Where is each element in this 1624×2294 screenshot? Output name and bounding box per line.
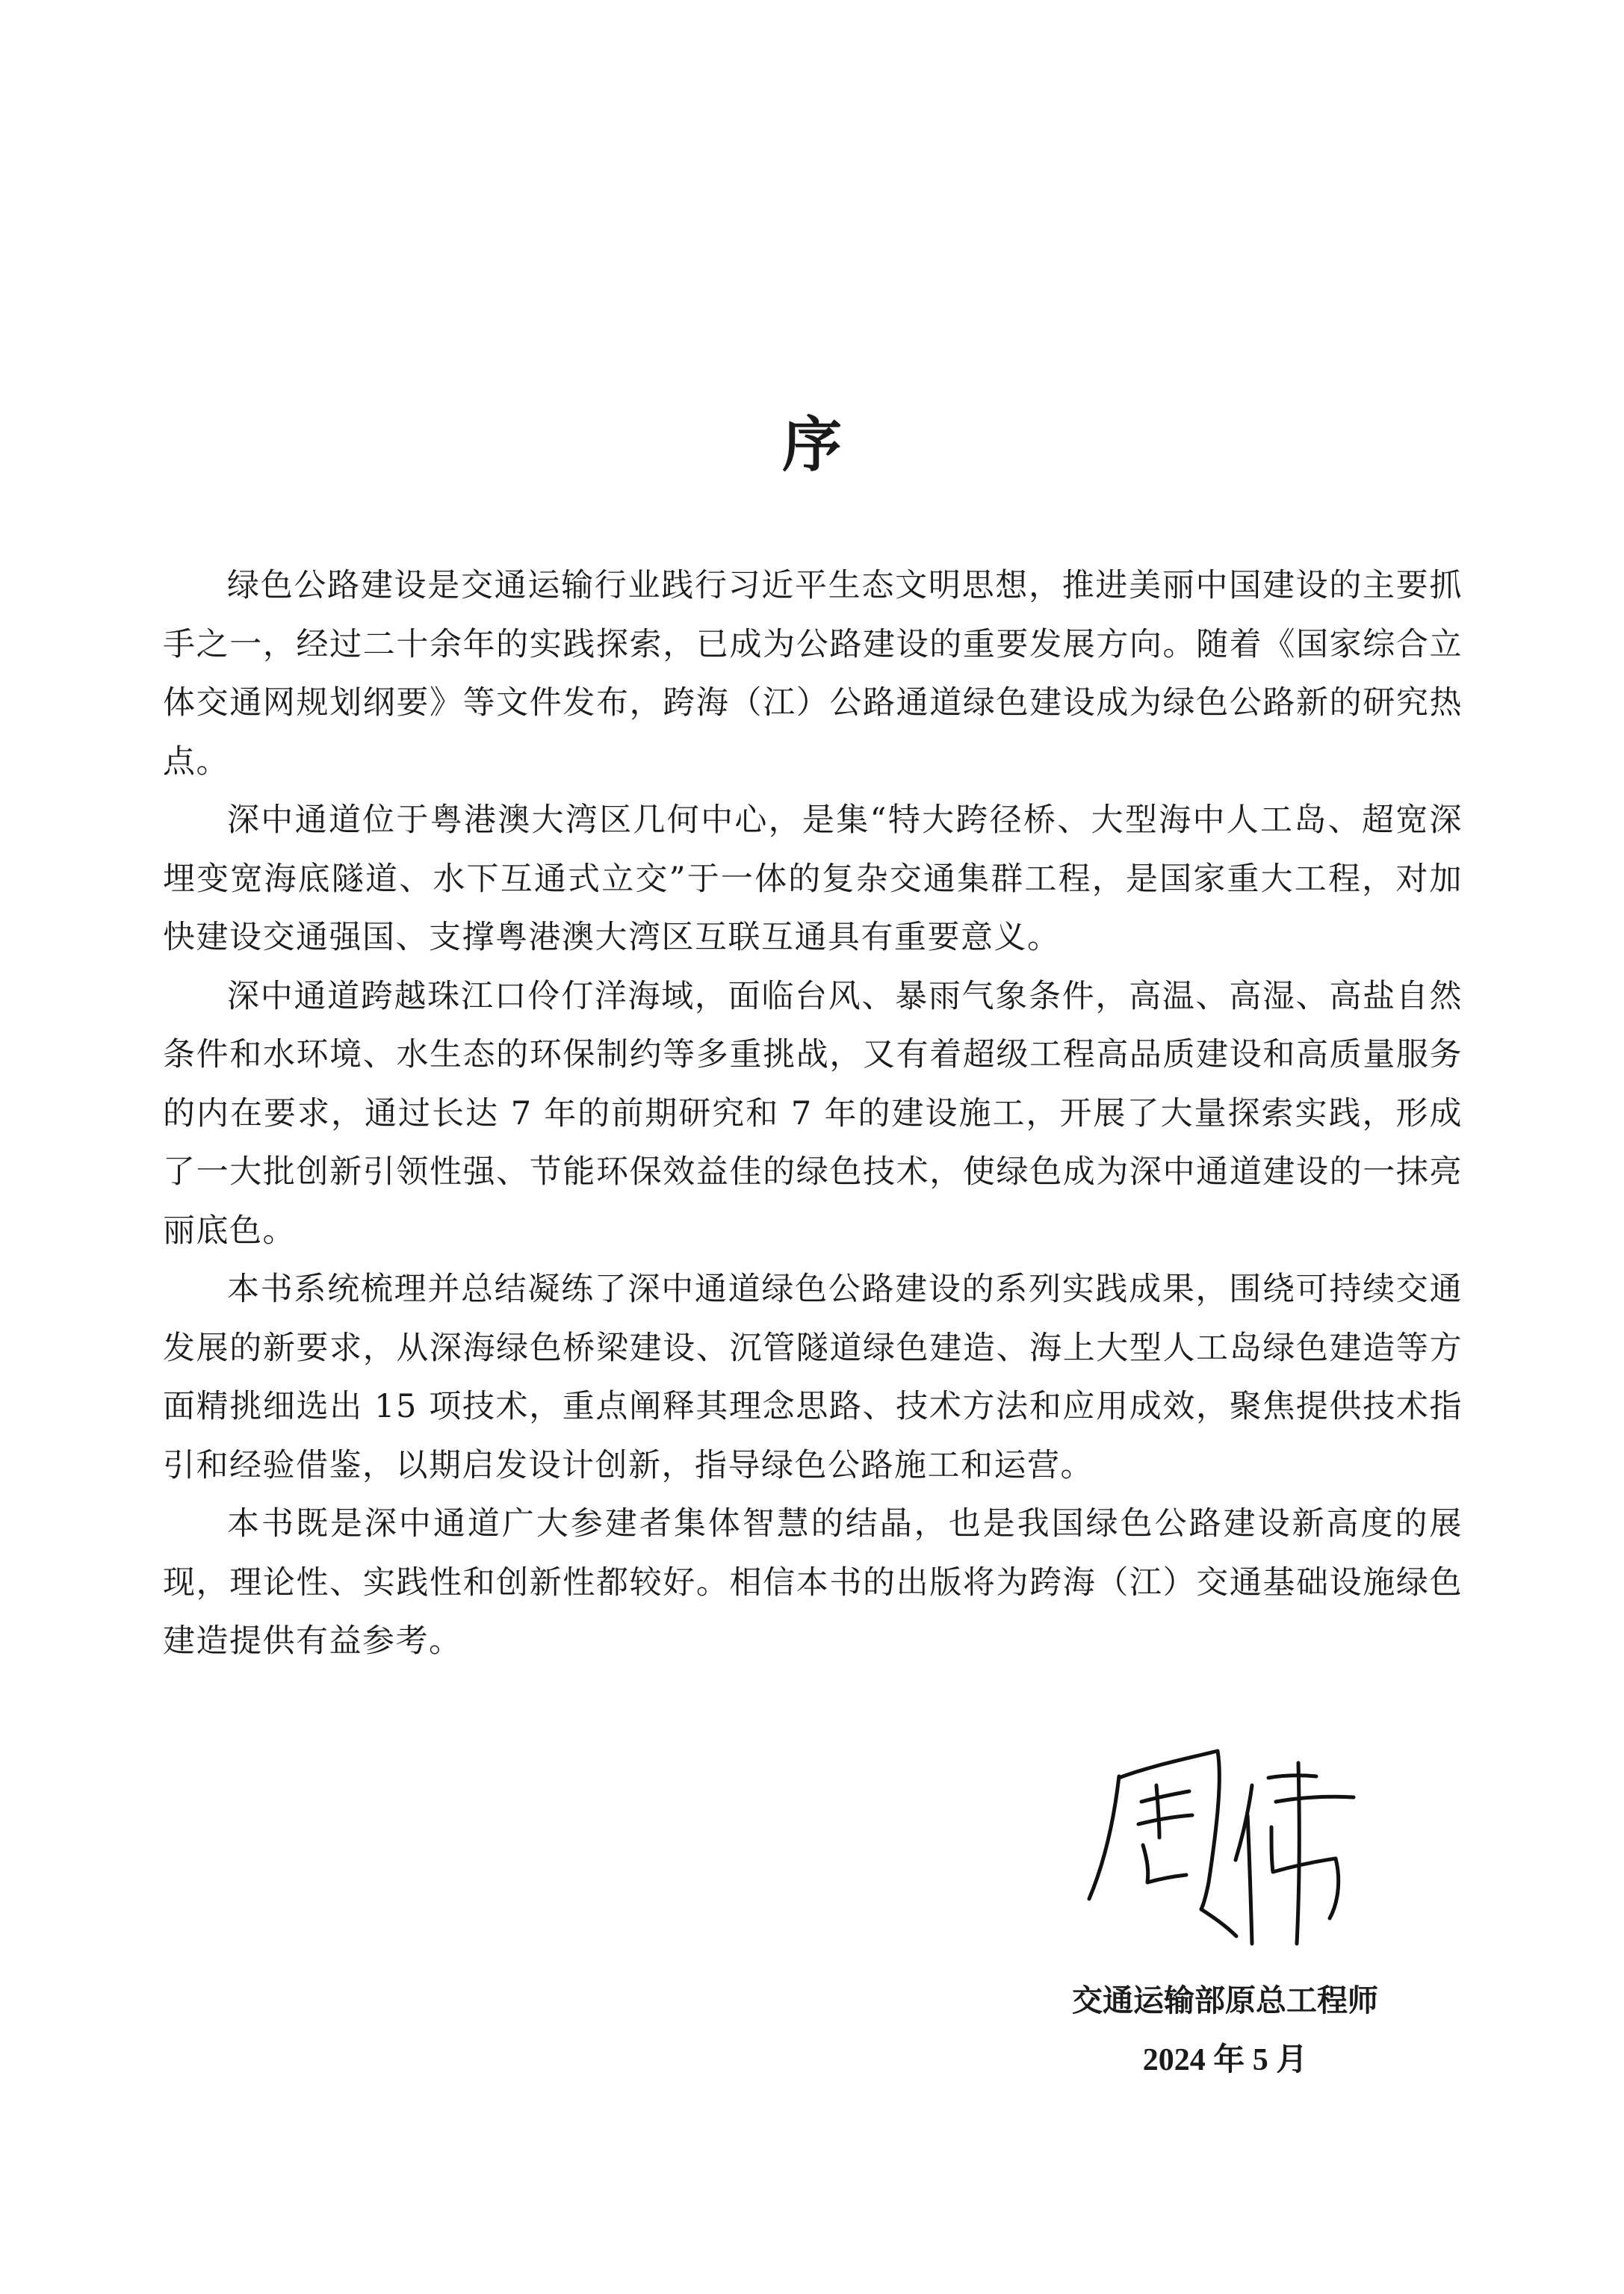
paragraph-4: 本书系统梳理并总结凝练了深中通道绿色公路建设的系列实践成果，围绕可持续交通发展的新要求，从深海绿色桥梁建设、沉管隧道绿色建造、海上大型人工岛绿色建造等方面精挑细选出 15 项技术，重点阐释其理念思路、技术方法和应用成效，聚焦提供技术指引和经验借鉴，以期启发设计创新，指导绿色公路施工和运营。 [163, 1271, 1463, 1484]
paragraph-5: 本书既是深中通道广大参建者集体智慧的结晶，也是我国绿色公路建设新高度的展现，理论性、实践性和创新性都较好。相信本书的出版将为跨海（江）交通基础设施绿色建造提供有益参考。 [163, 1505, 1463, 1660]
handwritten-signature [1076, 1733, 1360, 1950]
page-title: 序 [782, 409, 842, 480]
preface-body [163, 557, 1463, 1671]
paragraph-1: 绿色公路建设是交通运输行业践行习近平生态文明思想，推进美丽中国建设的主要抓手之一，经过二十余年的实践探索，已成为公路建设的重要发展方向。随着《国家综合立体交通网规划纲要》等文件发布，跨海（江）公路通道绿色建设成为绿色公路新的研究热点。 [163, 567, 1463, 781]
paragraph-3: 深中通道跨越珠江口伶仃洋海域，面临台风、暴雨气象条件，高温、高湿、高盐自然条件和水环境、水生态的环保制约等多重挑战，又有着超级工程高品质建设和高质量服务的内在要求，通过长达 7 年的前期研究和 7 年的建设施工，开展了大量探索实践，形成了一大批创新引领性强、节能环保效益佳的绿色技术，使绿色成为深中通道建设的一抹亮丽底色。 [163, 977, 1463, 1250]
signature-block [971, 1971, 1479, 2090]
signature-date: 2024 年 5 月 [1142, 2043, 1308, 2077]
author-position: 交通运输部原总工程师 [1072, 1983, 1378, 2018]
paragraph-2: 深中通道位于粤港澳大湾区几何中心，是集“特大跨径桥、大型海中人工岛、超宽深埋变宽海底隧道、水下互通式立交”于一体的复杂交通集群工程，是国家重大工程，对加快建设交通强国、支撑粤港澳大湾区互联互通具有重要意义。 [163, 802, 1463, 956]
